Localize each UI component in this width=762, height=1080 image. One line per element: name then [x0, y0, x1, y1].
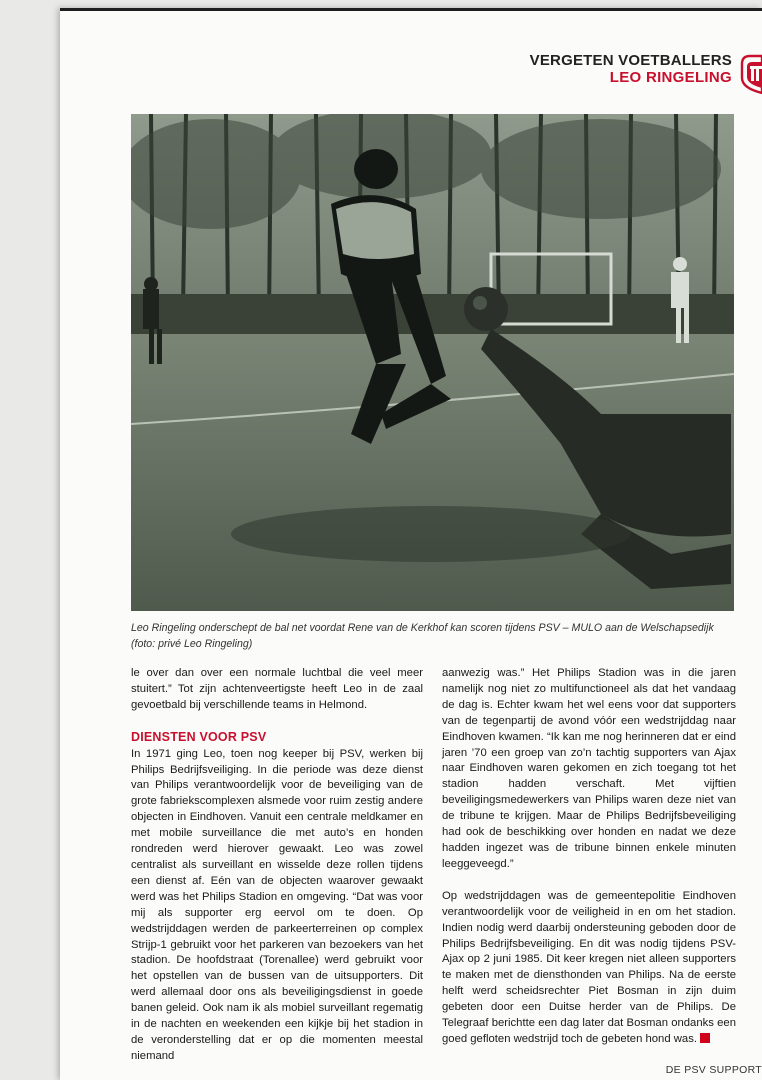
page-header [530, 52, 732, 86]
caption-line-2: (foto: privé Leo Ringeling) [131, 638, 253, 650]
right-paragraph-1: aanwezig was.” Het Philips Stadion was in die jaren namelijk nog niet zo multifunctioneel als dat het vandaag de dag is. Echter kwam het wel eens voor dat supporters van de tegenpartij de avond vóór een wedstrijddag naar Eindhoven kwamen. “Ik kan me nog herinneren dat er eind jaren ’70 een groep van zo’n tachtig supporters van Ajax naar Eindhoven waren gekomen en zich toegang tot het stadion hadden verschaft. Met vijftien beveiligingsmedewerkers van Philips waren deze niet van de tribune te krijgen. Maar de Philips Bedrijfsbeveiliging had ook de beschikking over honden en nadat we deze hadden ingezet was de tribune binnen enkele minuten leeggeveegd.” [442, 667, 736, 870]
article-title: LEO RINGELING [609, 69, 732, 86]
photo-caption [131, 620, 741, 652]
psv-shield-icon [740, 54, 762, 94]
right-paragraph-2 [442, 889, 736, 1048]
magazine-page [60, 8, 762, 1080]
caption-line-1: Leo Ringeling onderschept de bal net voordat Rene van de Kerkhof kan scoren tijdens PSV – MULO aan de Welschapsedijk [131, 622, 714, 634]
subheading-diensten: DIENSTEN VOOR PSV [131, 729, 267, 744]
end-square-icon [700, 1033, 710, 1043]
intro-paragraph: le over dan over een normale luchtbal die veel meer stuitert.” Tot zijn achtenveertigste heeft Leo in de zaal gevoetbald bij verschillende teams in Helmond. [131, 667, 423, 711]
body-paragraph: In 1971 ging Leo, toen nog keeper bij PSV, werken bij Philips Bedrijfsveiliging. In die periode was deze dienst van Philips verantwoordelijk voor de beveiliging van de grote fabriekscomplexen alsmede voor ruim zestig andere objecten in Eindhoven. Vanuit een centrale meldkamer en met mobile surveillance die met auto’s en honden rondreden werd hierover gewaakt. Leo was zowel centralist als surveillant en wisselde deze rollen tijdens een dienst af. Eén van de objecten waarover gewaakt werd was het Philips Stadion en omgeving. “Dat was voor mij als supporter erg eervol om te doen. Op wedstrijddagen werden de parkeerterreinen op complex Strijp-1 gebruikt voor het parkeren van bezoekers van het stadion. De hoofdstraat (Torenallee) werd gebruikt voor het opstellen van de bussen van de uitsupporters. Dit werd allemaal door ons als beveiligingsdienst in goede banen geleid. Ook nam ik als mobiel surveillant regematig in de nachten en weekenden een kijkje bij het stadion in de veronderstelling dat er op die momenten meestal niemand [131, 747, 423, 1062]
page-footer: DE PSV SUPPORT [665, 1064, 762, 1076]
section-title: VERGETEN VOETBALLERS [529, 52, 732, 69]
right-column [442, 666, 736, 1048]
football-match-photo [131, 114, 734, 611]
top-rule [60, 8, 762, 11]
right-paragraph-2-text: Op wedstrijddagen was de gemeentepolitie Eindhoven verantwoordelijk voor de veiligheid in en om het stadion. Indien nodig werd daarbij ondersteuning geboden door de Philips Bedrijfsbeveiliging. En dit was nodig tijdens PSV-Ajax op 2 juni 1985. Dit keer kregen niet alleen supporters te maken met de diensthonden van Philips. Na de eerste helft werd scheidsrechter Piet Bosman in zijn duim gebeten door een Duitse herder van de Philips. De Telegraaf berichtte een dag later dat Bosman ondanks een goed gefloten wedstrijd toch de gebeten hond was. [442, 889, 736, 1045]
left-column [131, 666, 423, 1065]
